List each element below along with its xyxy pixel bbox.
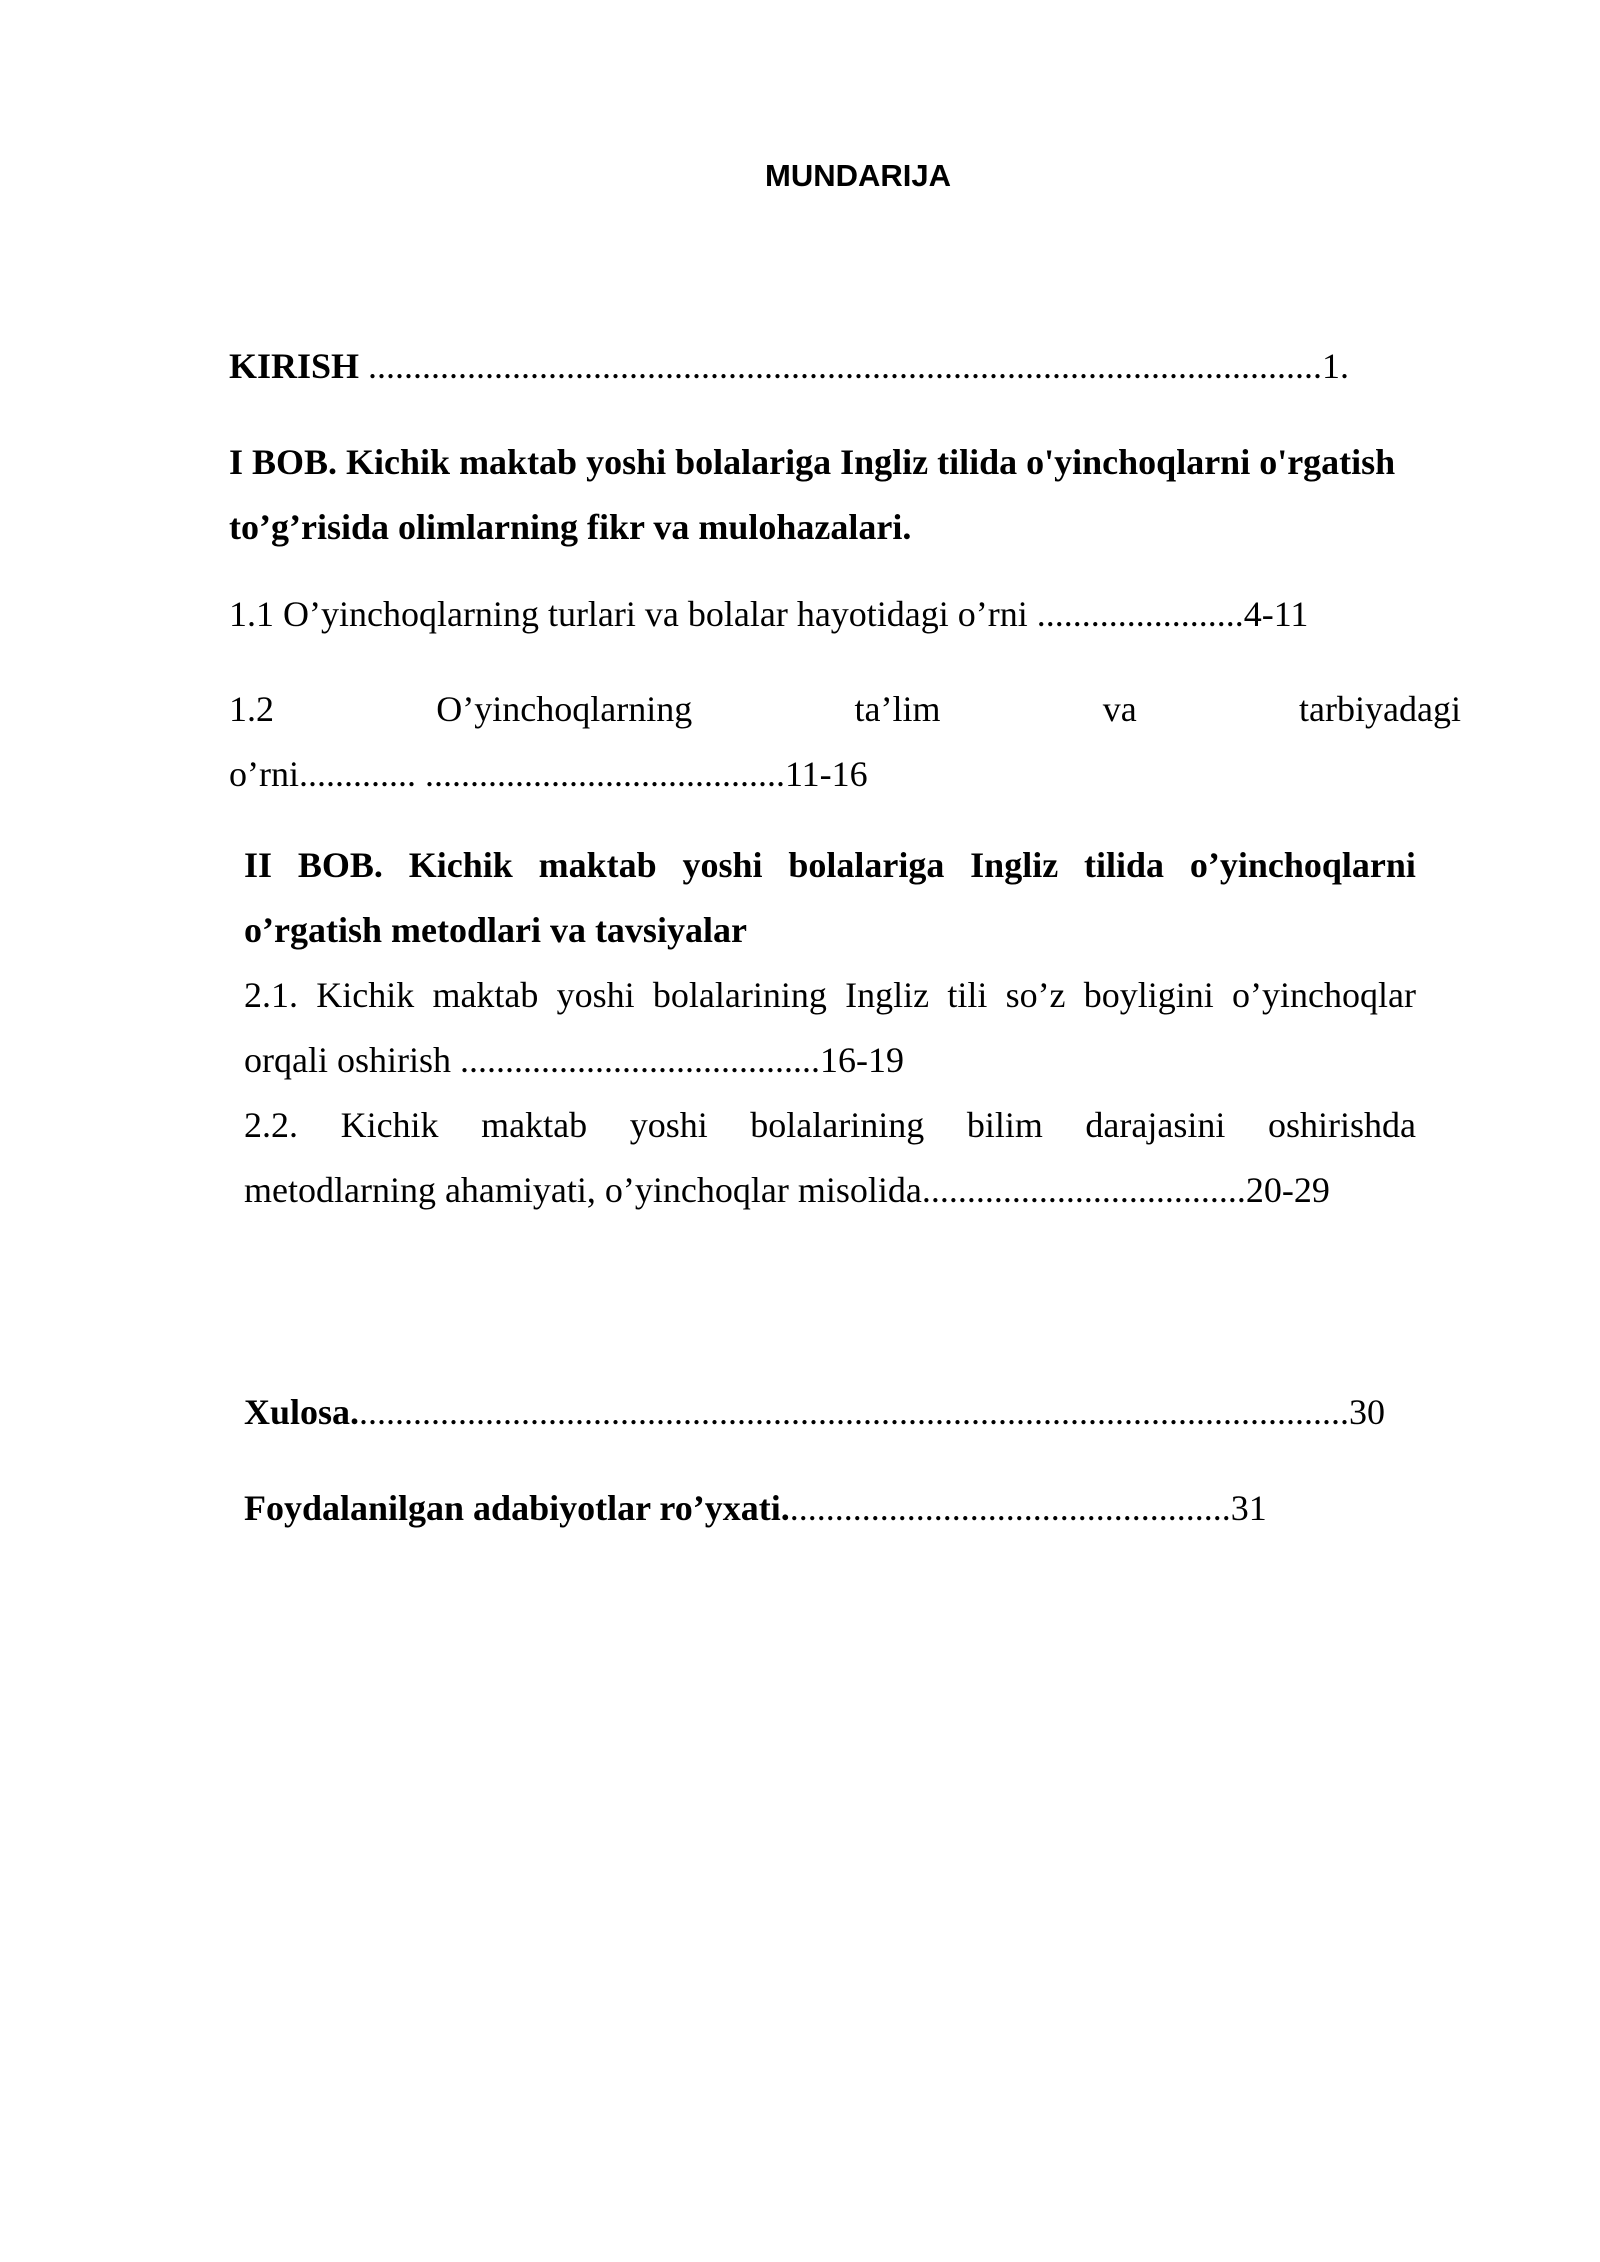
toc-entry-adabiyotlar <box>244 1476 1267 1541</box>
toc-word: BOB. <box>297 845 383 885</box>
toc-word: Kichik <box>316 975 415 1015</box>
toc-word: 2.2. <box>244 1105 298 1145</box>
toc-chapter-2-line-2: o’rgatish metodlari va tavsiyalar <box>244 910 747 950</box>
toc-entry-xulosa-label: Xulosa. <box>244 1392 360 1432</box>
toc-word: o’yinchoqlarni <box>1189 845 1416 885</box>
toc-entry-kirish-leader: ..........................................................................................................1. <box>359 346 1350 386</box>
toc-word: oshirishda <box>1267 1105 1416 1145</box>
toc-word: tarbiyadagi <box>1299 689 1461 729</box>
toc-word: ta’lim <box>854 689 941 729</box>
toc-chapter-1-line-2: to’g’risida olimlarning fikr va mulohazalari. <box>229 507 912 547</box>
toc-word: so’z <box>1005 975 1066 1015</box>
toc-word: O’yinchoqlarning <box>436 689 693 729</box>
toc-word: bolalarining <box>652 975 827 1015</box>
toc-word: II <box>244 845 273 885</box>
toc-word: Ingliz <box>970 845 1059 885</box>
toc-word: o’yinchoqlar <box>1232 975 1416 1015</box>
toc-chapter-1-line-1: I BOB. Kichik maktab yoshi bolalariga Ingliz tilida o'yinchoqlarni o'rgatish <box>229 442 1396 482</box>
toc-word: tili <box>947 975 988 1015</box>
toc-word: Kichik <box>340 1105 439 1145</box>
toc-word: yoshi <box>629 1105 708 1145</box>
toc-word: bolalarining <box>750 1105 925 1145</box>
toc-entry-xulosa-leader: ..............................................................................................................30 <box>359 1392 1386 1432</box>
toc-word: boyligini <box>1083 975 1214 1015</box>
toc-section-1-1: 1.1 O’yinchoqlarning turlari va bolalar hayotidagi o’rni .......................4-11 <box>229 594 1309 634</box>
toc-word: 1.2 <box>229 689 274 729</box>
page-title: MUNDARIJA <box>765 158 951 193</box>
toc-word: darajasini <box>1085 1105 1226 1145</box>
toc-section-1-2-line-2: o’rni............. ........................................11-16 <box>229 754 868 794</box>
toc-word: maktab <box>538 845 657 885</box>
toc-word: va <box>1102 689 1137 729</box>
toc-word: tilida <box>1084 845 1165 885</box>
toc-entry-kirish <box>229 334 1349 399</box>
toc-word: Kichik <box>408 845 513 885</box>
toc-word: yoshi <box>556 975 635 1015</box>
toc-entry-xulosa <box>244 1380 1385 1445</box>
toc-word: bilim <box>966 1105 1043 1145</box>
toc-word: maktab <box>432 975 539 1015</box>
toc-section-2-2-line-2: metodlarning ahamiyati, o’yinchoqlar misolida....................................20-29 <box>244 1170 1330 1210</box>
toc-word: maktab <box>481 1105 588 1145</box>
toc-section-1-2-line-1 <box>229 677 1461 742</box>
toc-entry-kirish-label: KIRISH <box>229 346 360 386</box>
toc-section-2-1-line-2: orqali oshirish ........................................16-19 <box>244 1040 904 1080</box>
toc-word: yoshi <box>682 845 763 885</box>
toc-word: Ingliz <box>845 975 930 1015</box>
toc-entry-adabiyotlar-label: Foydalanilgan adabiyotlar ro’yxati. <box>244 1488 790 1528</box>
toc-word: 2.1. <box>244 975 298 1015</box>
toc-section-2-1-line-1 <box>244 963 1416 1028</box>
toc-section-2-2-line-1 <box>244 1093 1416 1158</box>
toc-word: bolalariga <box>788 845 945 885</box>
toc-chapter-2-line-1 <box>244 833 1416 898</box>
toc-entry-adabiyotlar-leader: .................................................31 <box>789 1488 1267 1528</box>
